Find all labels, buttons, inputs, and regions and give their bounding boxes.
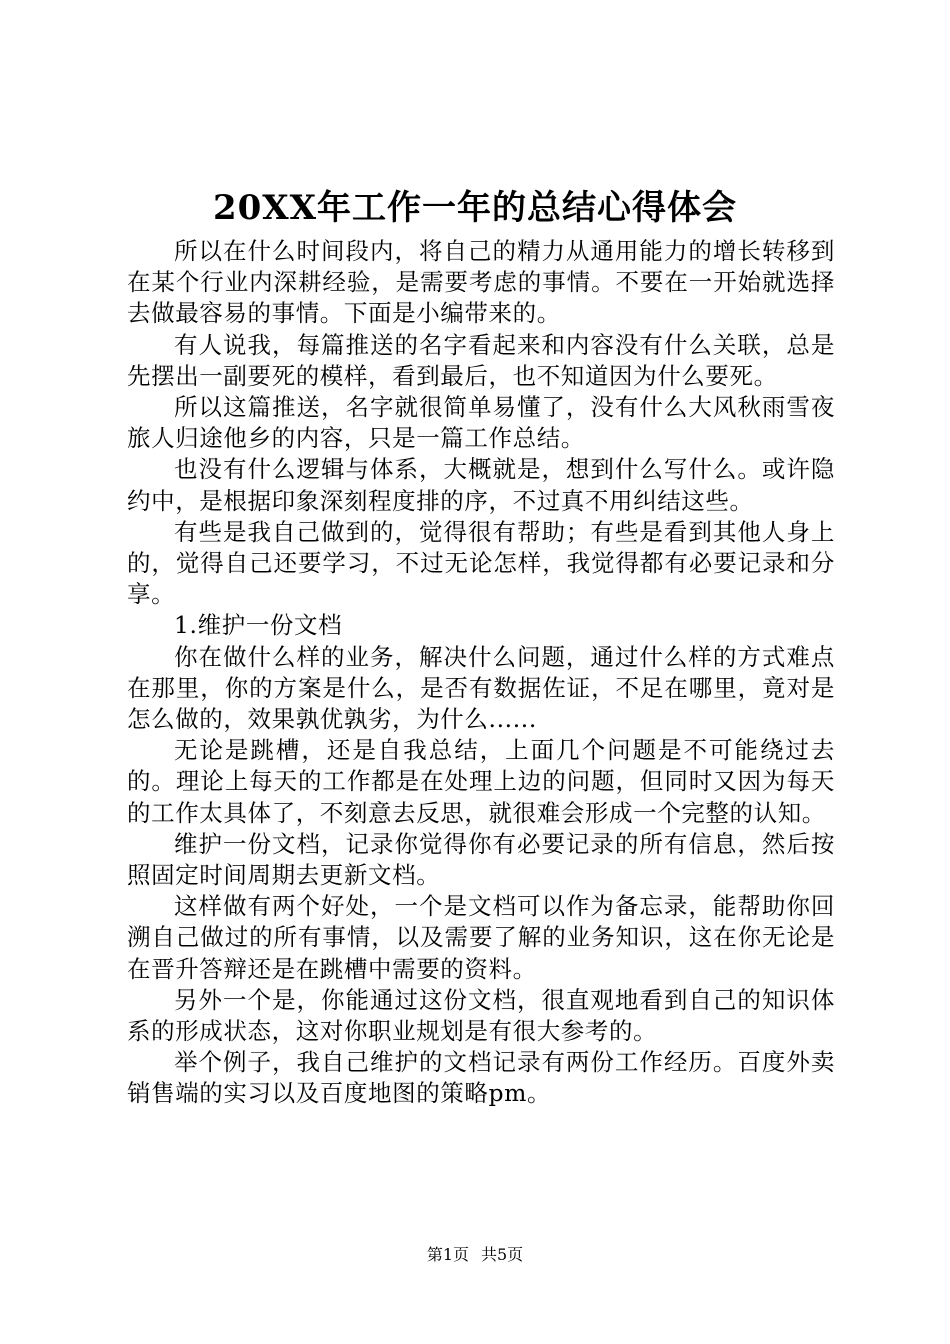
section-heading: 1.维护一份文档 [174, 611, 343, 640]
page-number: 第1页 [426, 1245, 469, 1264]
paragraph: 所以在什么时间段内，将自己的精力从通用能力的增长转移到在某个行业内深耕经验，是需要考虑的事情。不要在一开始就选择去做最容易的事情。下面是小编带来的。 [127, 237, 835, 328]
paragraph: 这样做有两个好处，一个是文档可以作为备忘录，能帮助你回溯自己做过的所有事情，以及需要了解的业务知识，这在你无论是在晋升答辩还是在跳槽中需要的资料。 [127, 892, 835, 983]
paragraph: 举个例子，我自己维护的文档记录有两份工作经历。百度外卖销售端的实习以及百度地图的策略pm。 [127, 1048, 835, 1108]
document-body [127, 236, 835, 1110]
paragraph: 维护一份文档，记录你觉得你有必要记录的所有信息，然后按照固定时间周期去更新文档。 [127, 829, 835, 890]
page-footer [0, 1244, 950, 1266]
document-title: 20XX年工作一年的总结心得体会 [212, 188, 738, 228]
paragraph: 你在做什么样的业务，解决什么问题，通过什么样的方式难点在那里，你的方案是什么，是否有数据佐证，不足在哪里，竟对是怎么做的，效果孰优孰劣，为什么...... [127, 642, 835, 734]
paragraph: 有些是我自己做到的，觉得很有帮助；有些是看到其他人身上的，觉得自己还要学习，不过无论怎样，我觉得都有必要记录和分享。 [127, 517, 835, 609]
paragraph: 无论是跳槽，还是自我总结，上面几个问题是不可能绕过去的。理论上每天的工作都是在处理上边的问题，但同时又因为每天的工作太具体了，不刻意去反思，就很难会形成一个完整的认知。 [127, 736, 835, 827]
paragraph: 所以这篇推送，名字就很简单易懂了，没有什么大风秋雨雪夜旅人归途他乡的内容，只是一篇工作总结。 [127, 393, 835, 453]
paragraph: 另外一个是，你能通过这份文档，很直观地看到自己的知识体系的形成状态，这对你职业规划是有很大参考的。 [127, 985, 835, 1046]
page-total: 共5页 [481, 1245, 524, 1264]
paragraph: 也没有什么逻辑与体系，大概就是，想到什么写什么。或许隐约中，是根据印象深刻程度排的序，不过真不用纠结这些。 [127, 455, 835, 515]
paragraph: 有人说我，每篇推送的名字看起来和内容没有什么关联，总是先摆出一副要死的模样，看到最后，也不知道因为什么要死。 [127, 330, 835, 390]
